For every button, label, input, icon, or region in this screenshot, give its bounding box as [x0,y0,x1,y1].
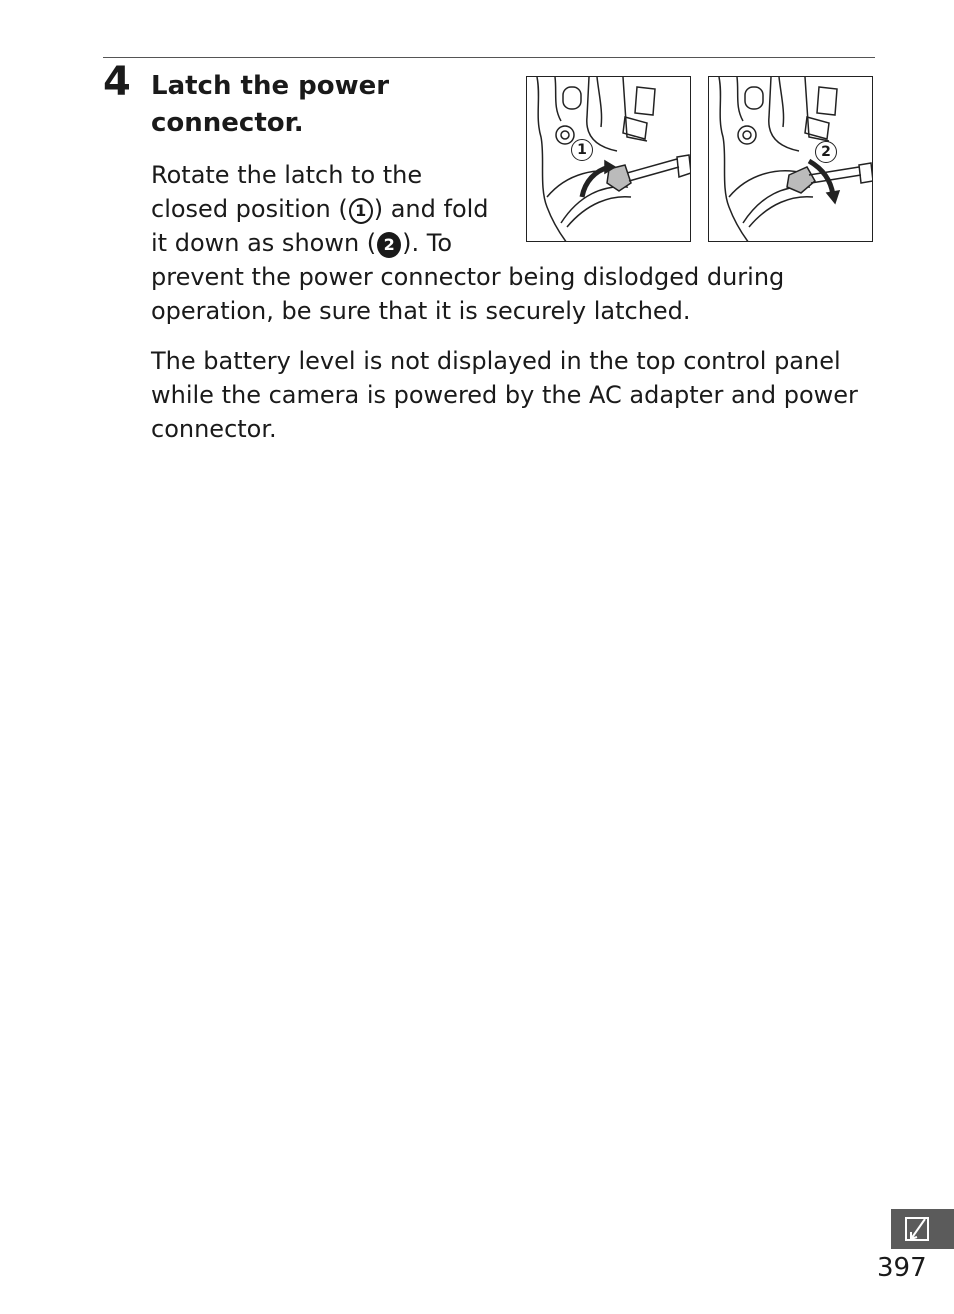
section-tab [891,1209,954,1249]
step-number: 4 [103,59,131,105]
paragraph-text-1: Rotate the latch to the closed position ( [151,161,423,223]
illustration-marker-1: 1 [571,139,593,161]
latch-rotate-illustration [526,76,691,242]
step-marker-1: 1 [349,198,373,224]
illustration-marker-2: 2 [815,141,837,163]
paragraph-text-3: ). To prevent the power connector being dislodged during operation, be sure that it is securely latched. [151,229,785,325]
paragraph-text-2: ) and fold it down as shown ( [151,195,489,257]
latch-fold-illustration [708,76,873,242]
paragraph-battery-note: The battery level is not displayed in the top control panel while the camera is powered by the AC adapter and power connector. [151,347,858,443]
technical-notes-icon [903,1215,933,1247]
step-marker-2: 2 [377,232,401,258]
top-rule [103,57,875,58]
page-number: 397 [877,1253,927,1283]
step-title: Latch the power connector. [151,71,390,138]
